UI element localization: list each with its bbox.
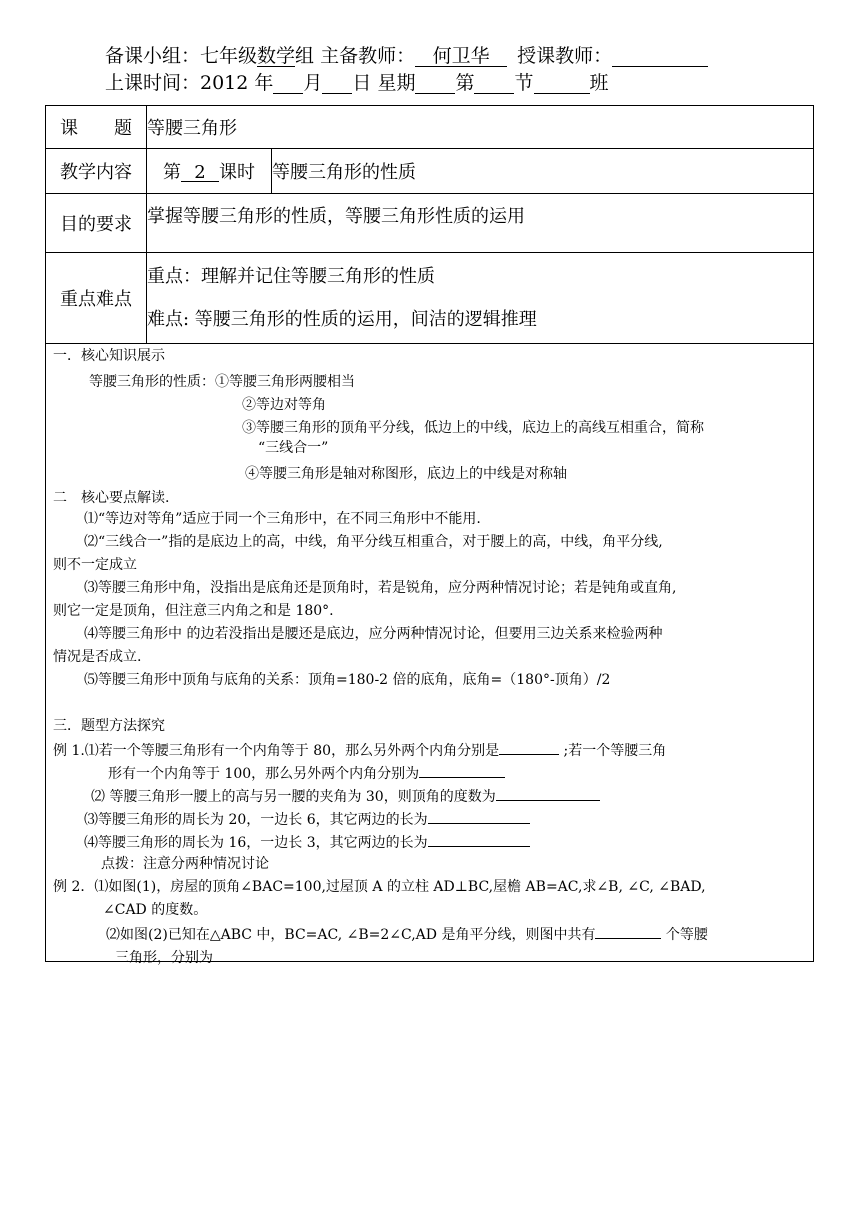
example-2-line-2: ∠CAD 的度数。: [103, 902, 208, 918]
main-teacher: 何卫华: [415, 46, 507, 67]
key-difficult-row: [46, 253, 814, 344]
section-2-title: 二 核心要点解读.: [53, 490, 170, 506]
answer-blank[interactable]: [496, 786, 600, 801]
class-blank: [534, 73, 590, 94]
property-line-1: 等腰三角形的性质：①等腰三角形两腰相当: [89, 374, 355, 390]
content-value: 等腰三角形的性质: [272, 149, 814, 194]
class-label: 班: [589, 72, 609, 94]
goal-row: [46, 194, 814, 253]
example-1-line-2: [108, 763, 505, 783]
topic-label: 课 题: [46, 106, 147, 149]
body-row: [46, 344, 814, 962]
group-subject: 数学: [257, 45, 296, 67]
key-label: 重点难点: [46, 253, 147, 344]
content-label: 教学内容: [46, 149, 147, 194]
difficult-point: 难点: 等腰三角形的性质的运用，间洁的逻辑推理: [147, 308, 537, 330]
point-2-cont: 则不一定成立: [53, 557, 137, 573]
lesson-body: [46, 344, 814, 966]
point-1: ⑴“等边对等角”适应于同一个三角形中，在不同三角形中不能用.: [84, 511, 481, 527]
example-1-hint: 点拨：注意分两种情况讨论: [101, 856, 269, 872]
period-label: 第: [455, 72, 475, 94]
example-1-q1-text: 例 1.⑴若一个等腰三角形有一个内角等于 80，那么另外两个内角分别是: [53, 743, 500, 759]
lesson-suffix: 课时: [219, 162, 255, 183]
topic-row: [46, 106, 814, 149]
example-1-q1-text-2: ;若一个等腰三角: [563, 743, 667, 759]
example-1-line-5: [84, 832, 530, 852]
example-1-q3-text: ⑶等腰三角形的周长为 20，一边长 6，其它两边的长为: [84, 812, 428, 828]
answer-blank[interactable]: [419, 763, 505, 778]
key-difficult-cell: [147, 253, 814, 344]
goal-label: 目的要求: [46, 194, 147, 253]
example-1-q4-text: ⑷等腰三角形的周长为 16，一边长 3，其它两边的长为: [84, 835, 428, 851]
goal-value: 掌握等腰三角形的性质，等腰三角形性质的运用: [147, 194, 814, 253]
section-3-title: 三．题型方法探究: [53, 718, 165, 734]
example-2-q2-text: ⑵如图(2)已知在△ABC 中，BC=AC, ∠B=2∠C,AD 是角平分线，则图中共有: [106, 927, 596, 943]
group-suffix: 组 主备教师：: [295, 45, 416, 67]
lesson-number-cell: [147, 149, 272, 194]
teaching-teacher-label: 授课教师：: [517, 45, 613, 67]
section-1-title: 一．核心知识展示: [53, 348, 165, 364]
section-label: 节: [514, 72, 534, 94]
key-point: 重点：理解并记住等腰三角形的性质: [147, 265, 435, 287]
period-blank: [474, 73, 514, 94]
point-4-cont: 情况是否成立.: [53, 649, 142, 665]
example-1-line-1: [53, 740, 666, 760]
example-2-line-1: 例 2．⑴如图(1)，房屋的顶角∠BAC=100,过屋顶 A 的立柱 AD⊥BC,屋檐 AB=AC,求∠B, ∠C, ∠BAD,: [53, 879, 706, 895]
example-2-line-3: [106, 924, 708, 944]
weekday-blank: [415, 73, 455, 94]
answer-blank[interactable]: [213, 947, 307, 962]
example-1-line-4: [84, 809, 530, 829]
example-2-q2-text-3: 三角形，分别为: [115, 950, 213, 966]
property-line-2: ②等边对等角: [242, 397, 326, 413]
header-line-1: [105, 44, 708, 68]
weekday-label: 日 星期: [352, 72, 416, 94]
example-2-q2-text-2: 个等腰: [665, 927, 708, 943]
property-line-4: “三线合一”: [258, 440, 329, 456]
lesson-number: 2: [181, 165, 219, 182]
month-label: 月: [303, 72, 323, 94]
point-3: ⑶等腰三角形中角，没指出是底角还是顶角时，若是锐角，应分两种情况讨论；若是钝角或直角,: [84, 580, 677, 596]
month-blank: [273, 73, 303, 94]
time-label: 上课时间：2012 年: [105, 72, 274, 94]
answer-blank[interactable]: [428, 832, 530, 847]
day-blank: [322, 73, 352, 94]
answer-blank[interactable]: [499, 740, 559, 755]
example-2-line-4: [115, 947, 307, 967]
group-label: 备课小组：七年级: [105, 45, 258, 67]
lesson-plan-table: [45, 105, 814, 966]
example-1-q1-text-3: 形有一个内角等于 100，那么另外两个内角分别为: [108, 766, 420, 782]
property-line-3: ③等腰三角形的顶角平分线，低边上的中线，底边上的高线互相重合，简称: [242, 420, 704, 436]
property-line-5: ④等腰三角形是轴对称图形，底边上的中线是对称轴: [245, 466, 567, 482]
answer-blank[interactable]: [428, 809, 530, 824]
topic-value: 等腰三角形: [147, 106, 814, 149]
example-1-q2-text: ⑵ 等腰三角形一腰上的高与另一腰的夹角为 30，则顶角的度数为: [91, 789, 496, 805]
example-1-line-3: [91, 786, 600, 806]
content-row: [46, 149, 814, 194]
point-4: ⑷等腰三角形中 的边若没指出是腰还是底边，应分两种情况讨论，但要用三边关系来检验两种: [84, 626, 663, 642]
header-line-2: [105, 71, 609, 95]
point-3-cont: 则它一定是顶角，但注意三内角之和是 180°.: [53, 603, 334, 619]
point-5: ⑸等腰三角形中顶角与底角的关系：顶角=180-2 倍的底角，底角=（180°-顶角）/2: [84, 672, 611, 688]
answer-blank[interactable]: [595, 924, 661, 939]
teaching-teacher-blank: [612, 46, 708, 67]
point-2: ⑵“三线合一”指的是底边上的高，中线，角平分线互相重合，对于腰上的高，中线，角平分线,: [84, 534, 663, 550]
lesson-prefix: 第: [163, 162, 181, 183]
